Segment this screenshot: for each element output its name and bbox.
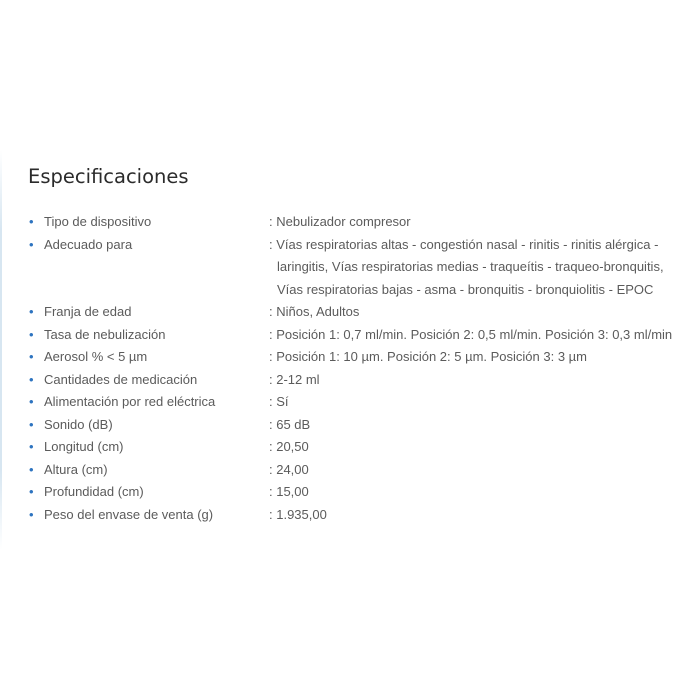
bullet-icon: • (29, 214, 34, 229)
bullet-icon: • (29, 439, 34, 454)
spec-label: Profundidad (cm) (44, 484, 144, 499)
spec-value: : 24,00 (269, 461, 309, 477)
spec-value: : 20,50 (269, 439, 309, 454)
spec-label: Sonido (dB) (44, 416, 113, 432)
bullet-icon: • (29, 416, 34, 432)
spec-label: Tipo de dispositivo (44, 214, 152, 229)
spec-label: Tasa de nebulización (44, 326, 166, 342)
spec-label: Franja de edad (44, 304, 132, 319)
spec-value: : 65 dB (269, 416, 311, 432)
spec-label: Longitud (cm) (44, 439, 124, 454)
spec-row-longitud (0, 436, 679, 459)
spec-value: : Sí (269, 394, 289, 409)
spec-row-adecuado-para (0, 234, 679, 302)
bullet-icon: • (29, 304, 34, 319)
spec-label: Adecuado para (44, 236, 133, 252)
spec-value: : Posición 1: 10 µm. Posición 2: 5 µm. Posición 3: 3 µm (269, 349, 587, 364)
spec-row-peso-envase (0, 504, 679, 527)
spec-label: Peso del envase de venta (g) (44, 506, 214, 522)
bullet-icon: • (29, 461, 34, 477)
spec-label: Altura (cm) (44, 461, 108, 477)
bullet-icon: • (29, 394, 34, 409)
spec-row-aerosol (0, 346, 679, 369)
bullet-icon: • (29, 506, 34, 522)
spec-label: Alimentación por red eléctrica (44, 394, 216, 409)
spec-value: : 2-12 ml (269, 371, 320, 387)
spec-row-altura (0, 459, 679, 482)
spec-value: : Posición 1: 0,7 ml/min. Posición 2: 0,5 ml/min. Posición 3: 0,3 ml/min (269, 326, 673, 342)
spec-row-alimentacion (0, 391, 679, 414)
spec-value-line: Vías respiratorias bajas - asma - bronquitis - bronquiolitis - EPOC (277, 281, 654, 297)
spec-value: : 15,00 (269, 484, 309, 499)
bullet-icon: • (29, 236, 34, 252)
spec-row-cantidades-medicacion (0, 369, 679, 392)
spec-row-tasa-nebulizacion (0, 324, 679, 347)
spec-value: : Nebulizador compresor (269, 214, 411, 229)
spec-value-line: : Vías respiratorias altas - congestión nasal - rinitis - rinitis alérgica - (269, 236, 659, 252)
spec-row-profundidad (0, 481, 679, 504)
bullet-icon: • (29, 371, 34, 387)
spec-value: : 1.935,00 (269, 506, 327, 522)
bullet-icon: • (29, 349, 34, 364)
spec-value: : Niños, Adultos (269, 304, 360, 319)
bullet-icon: • (29, 326, 34, 342)
specifications-list (0, 211, 679, 526)
bullet-icon: • (29, 484, 34, 499)
spec-row-sonido (0, 414, 679, 437)
spec-row-tipo-dispositivo (0, 211, 679, 234)
spec-row-franja-edad (0, 301, 679, 324)
spec-label: Cantidades de medicación (44, 371, 198, 387)
spec-value (269, 234, 679, 302)
section-title: Especificaciones (28, 165, 189, 188)
spec-label: Aerosol % < 5 µm (44, 349, 148, 364)
spec-value-line: laringitis, Vías respiratorias medias - traqueítis - traqueo-bronquitis, (277, 259, 664, 274)
